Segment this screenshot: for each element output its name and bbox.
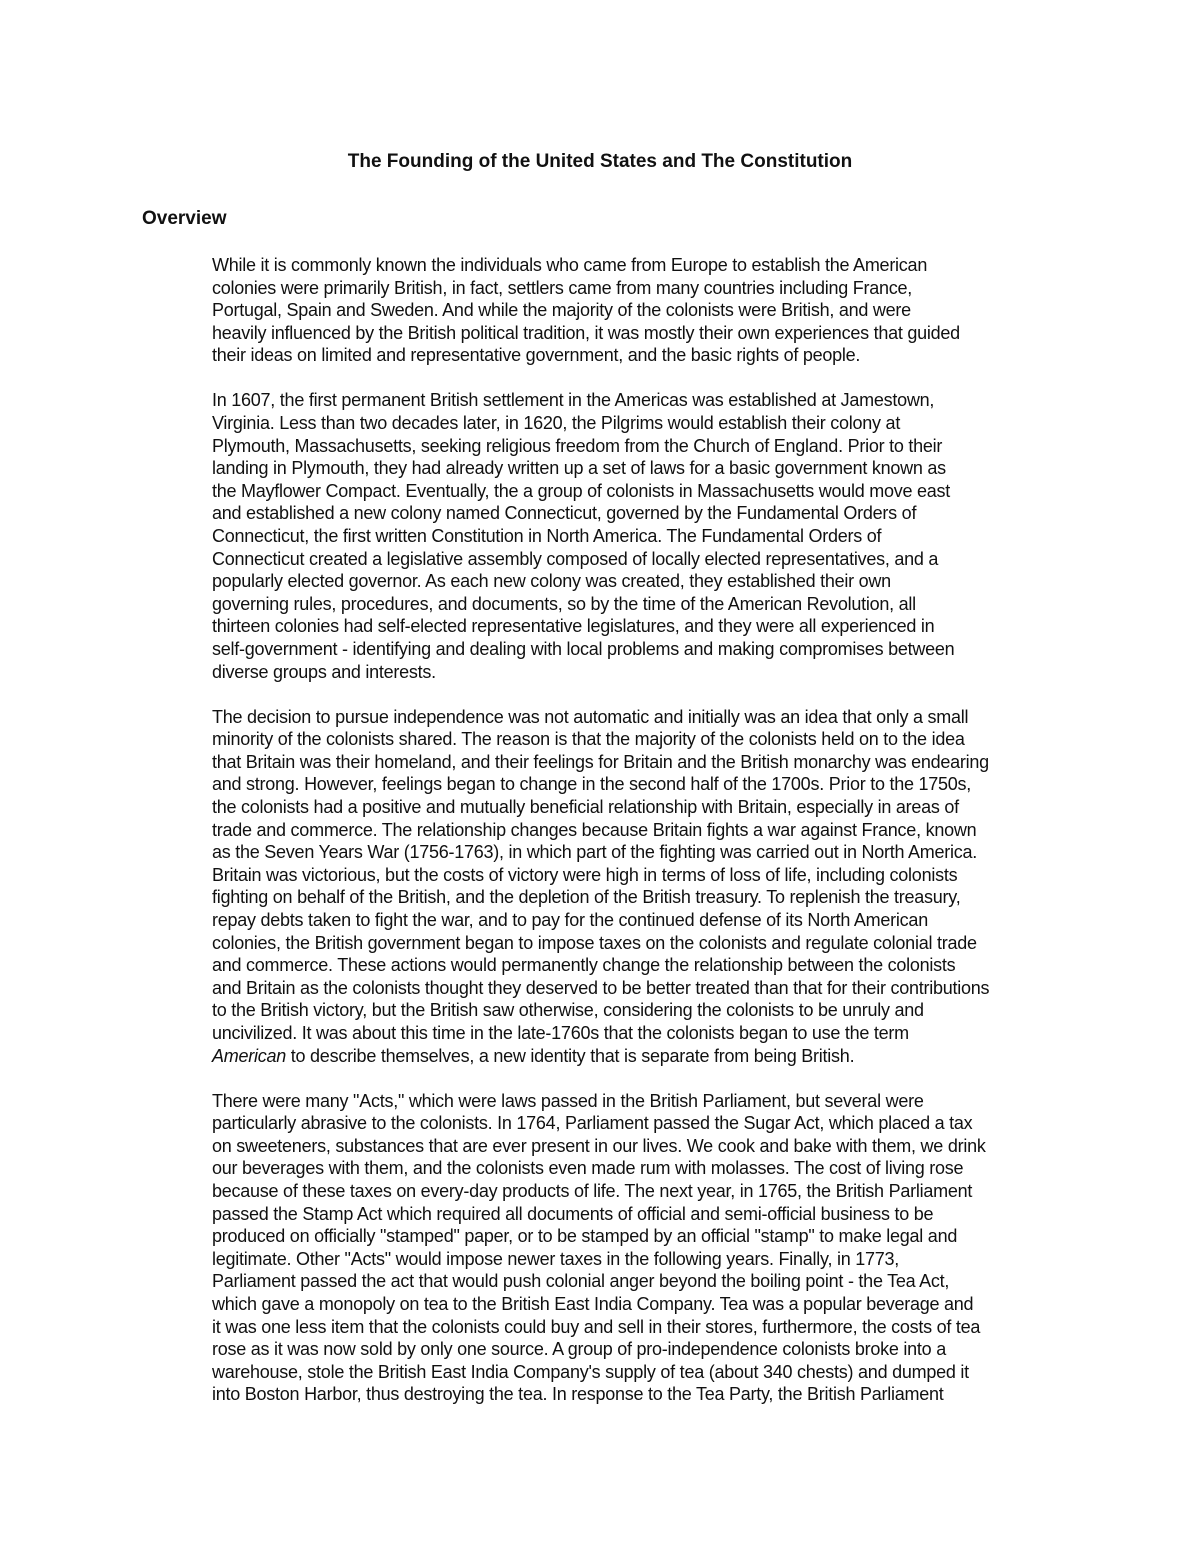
body-text (212, 254, 1072, 1429)
text-line: particularly abrasive to the colonists. In 1764, Parliament passed the Sugar Act, which placed a tax (212, 1113, 973, 1134)
text-line: as the Seven Years War (1756-1763), in which part of the fighting was carried out in North America. (212, 842, 977, 863)
text-line: warehouse, stole the British East India Company's supply of tea (about 340 chests) and dumped it (212, 1361, 969, 1382)
text-line-rest: to describe themselves, a new identity that is separate from being British. (286, 1045, 855, 1066)
document-title: The Founding of the United States and The Constitution (347, 151, 853, 172)
text-line: produced on officially "stamped" paper, or to be stamped by an official "stamp" to make legal and (212, 1226, 958, 1247)
text-line: uncivilized. It was about this time in the late-1760s that the colonists began to use the term (212, 1023, 909, 1043)
text-line: and established a new colony named Connecticut, governed by the Fundamental Orders of (212, 503, 917, 524)
text-line: governing rules, procedures, and documents, so by the time of the American Revolution, all (212, 593, 916, 614)
text-line (212, 1045, 1072, 1068)
text-line: and strong. However, feelings began to change in the second half of the 1700s. Prior to the 1750s, (212, 774, 972, 795)
text-line: passed the Stamp Act which required all documents of official and semi-official business to be (212, 1203, 934, 1224)
italic-term: American (212, 1045, 287, 1066)
text-line: our beverages with them, and the colonists even made rum with molasses. The cost of living rose (212, 1158, 964, 1179)
text-line: Virginia. Less than two decades later, in 1620, the Pilgrims would establish their colony at (212, 413, 901, 434)
text-line: into Boston Harbor, thus destroying the tea. In response to the Tea Party, the British Parliament (212, 1384, 944, 1405)
text-line: the colonists had a positive and mutually beneficial relationship with Britain, especially in areas of (212, 797, 959, 818)
text-line: heavily influenced by the British political tradition, it was mostly their own experiences that guided (212, 322, 960, 343)
text-line: trade and commerce. The relationship changes because Britain fights a war against France, known (212, 819, 977, 840)
text-line: rose as it was now sold by only one source. A group of pro-independence colonists broke into a (212, 1339, 946, 1360)
text-line: While it is commonly known the individuals who came from Europe to establish the American (212, 255, 928, 275)
text-line: on sweeteners, substances that are ever present in our lives. We cook and bake with them, we drink (212, 1135, 986, 1156)
text-line: to the British victory, but the British saw otherwise, considering the colonists to be unruly and (212, 1000, 924, 1021)
text-line: it was one less item that the colonists could buy and sell in their stores, furthermore, the costs of tea (212, 1316, 981, 1337)
text-line: landing in Plymouth, they had already written up a set of laws for a basic government known as (212, 458, 946, 479)
text-line: thirteen colonies had self-elected representative legislatures, and they were all experienced in (212, 616, 935, 637)
text-line: Connecticut, the first written Constitution in North America. The Fundamental Orders of (212, 526, 882, 547)
paragraph (212, 389, 1072, 683)
text-line: which gave a monopoly on tea to the British East India Company. Tea was a popular beverage and (212, 1294, 974, 1315)
text-line: colonies were primarily British, in fact, settlers came from many countries including France, (212, 277, 913, 298)
text-line: Plymouth, Massachusetts, seeking religious freedom from the Church of England. Prior to their (212, 435, 943, 456)
paragraph (212, 706, 1072, 1068)
text-line: because of these taxes on every-day products of life. The next year, in 1765, the British Parliament (212, 1181, 973, 1202)
paragraph (212, 1090, 1072, 1406)
text-line: legitimate. Other "Acts" would impose newer taxes in the following years. Finally, in 1773, (212, 1248, 900, 1269)
section-heading-overview: Overview (142, 208, 227, 229)
text-line: There were many "Acts," which were laws passed in the British Parliament, but several were (212, 1090, 924, 1111)
text-line: fighting on behalf of the British, and the depletion of the British treasury. To replenish the treasury, (212, 887, 961, 908)
text-line: and commerce. These actions would permanently change the relationship between the colonists (212, 955, 956, 976)
text-line: and Britain as the colonists thought they deserved to be better treated than that for their contributions (212, 977, 990, 998)
text-line: self-government - identifying and dealing with local problems and making compromises between (212, 639, 955, 659)
text-line: minority of the colonists shared. The reason is that the majority of the colonists held on to the idea (212, 729, 965, 750)
text-line: that Britain was their homeland, and their feelings for Britain and the British monarchy was endearing (212, 751, 989, 772)
text-line: repay debts taken to fight the war, and to pay for the continued defense of its North American (212, 910, 928, 931)
text-line: Connecticut created a legislative assembly composed of locally elected representatives, and a (212, 548, 939, 569)
text-line: popularly elected governor. As each new colony was created, they established their own (212, 571, 891, 592)
text-line: Parliament passed the act that would push colonial anger beyond the boiling point - the Tea Act, (212, 1271, 950, 1292)
text-line: diverse groups and interests. (212, 661, 436, 682)
text-line: The decision to pursue independence was not automatic and initially was an idea that only a small (212, 706, 969, 727)
text-line: Portugal, Spain and Sweden. And while the majority of the colonists were British, and were (212, 300, 911, 321)
text-line: In 1607, the first permanent British settlement in the Americas was established at Jamestown, (212, 390, 935, 411)
text-line: colonies, the British government began to impose taxes on the colonists and regulate colonial trade (212, 932, 977, 953)
text-line: Britain was victorious, but the costs of victory were high in terms of loss of life, including colonists (212, 864, 958, 885)
paragraph (212, 254, 1072, 367)
text-line: the Mayflower Compact. Eventually, the a group of colonists in Massachusetts would move east (212, 480, 951, 501)
text-line: their ideas on limited and representative government, and the basic rights of people. (212, 345, 861, 366)
